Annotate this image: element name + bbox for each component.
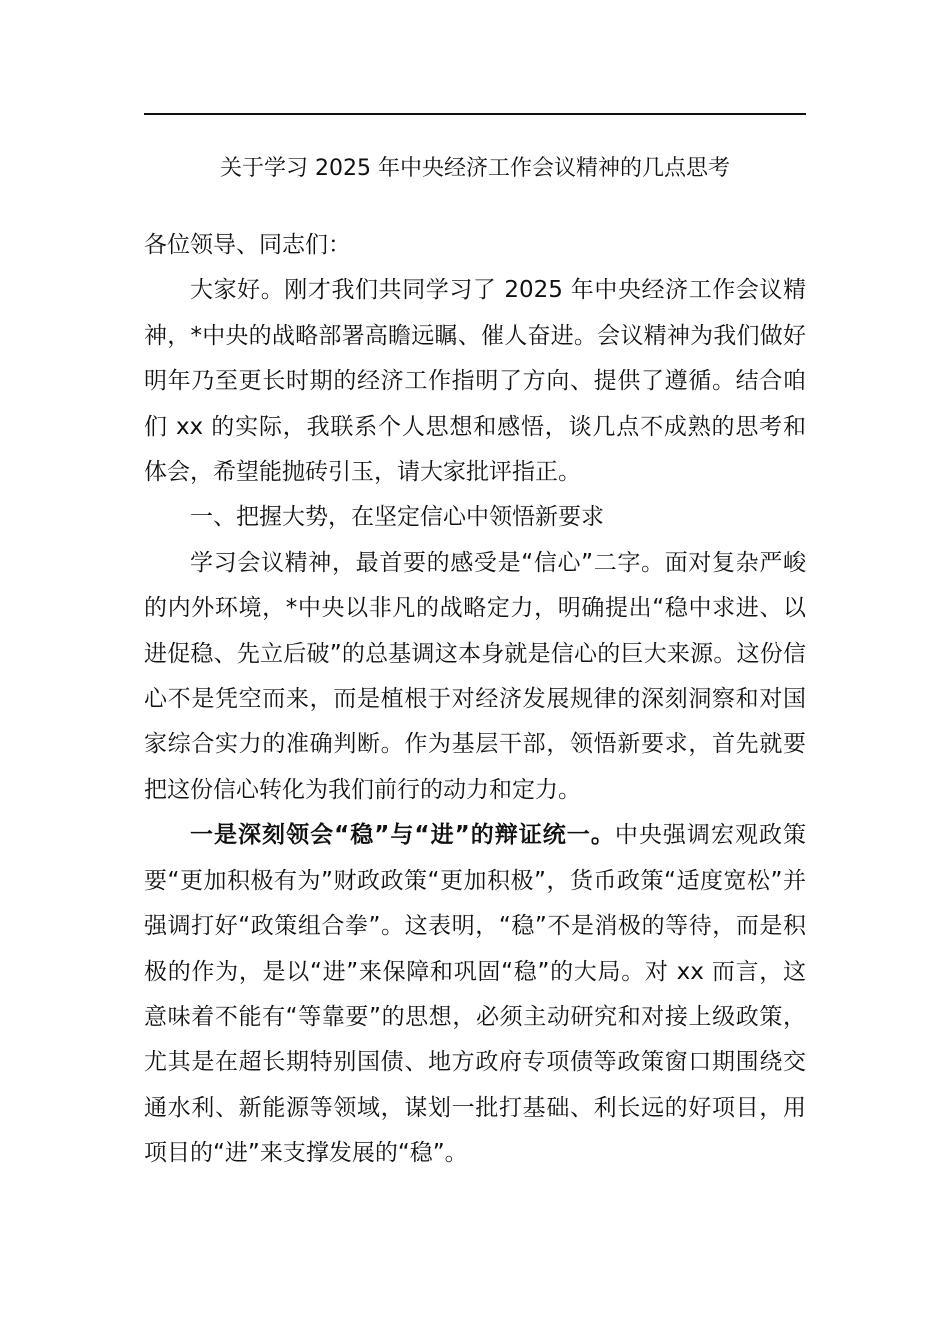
point-one-body: 中央强调宏观政策要“更加积极有为”财政政策“更加积极”，货币政策“适度宽松”并强调打好“政策组合拳”。这表明，“稳”不是消极的等待，而是积极的作为，是以“进”来保障和巩固“稳”的大局。对 xx 而言，这意味着不能有“等靠要”的思想，必须主动研究和对接上级政策，尤其是在超长期特别国债、地方政府专项债等政策窗口期围绕交通水利、新能源等领域，谋划一批打基础、利长远的好项目，用项目的“进”来支撑发展的“稳”。 bbox=[144, 822, 807, 1167]
section-heading: 一、把握大势，在坚定信心中领悟新要求 bbox=[190, 504, 604, 531]
paragraph-confidence: 学习会议精神，最首要的感受是“信心”二字。面对复杂严峻的内外环境，*中央以非凡的战略定力，明确提出“稳中求进、以进促稳、先立后破”的总基调这本身就是信心的巨大来源。这份信心不是凭空而来，而是植根于对经济发展规律的深刻洞察和对国家综合实力的准确判断。作为基层干部，领悟新要求，首先就要把这份信心转化为我们前行的动力和定力。 bbox=[144, 549, 806, 803]
salutation: 各位领导、同志们： bbox=[144, 232, 351, 258]
paragraph-opening: 大家好。刚才我们共同学习了 2025 年中央经济工作会议精神，*中央的战略部署高瞻远瞩、催人奋进。会议精神为我们做好明年乃至更长时期的经济工作指明了方向、提供了遵循。结合咱们 xx 的实际，我联系个人思想和感悟，谈几点不成熟的思考和体会，希望能抛砖引玉，请大家批评指正。 bbox=[144, 277, 806, 486]
header-rule bbox=[144, 113, 806, 115]
document-title: 关于学习 2025 年中央经济工作会议精神的几点思考 bbox=[220, 156, 730, 181]
document-body bbox=[144, 223, 806, 1177]
paragraph-point-one bbox=[144, 813, 806, 1176]
point-one-lead: 一是深刻领会“稳”与“进”的辩证统一。 bbox=[190, 822, 615, 849]
